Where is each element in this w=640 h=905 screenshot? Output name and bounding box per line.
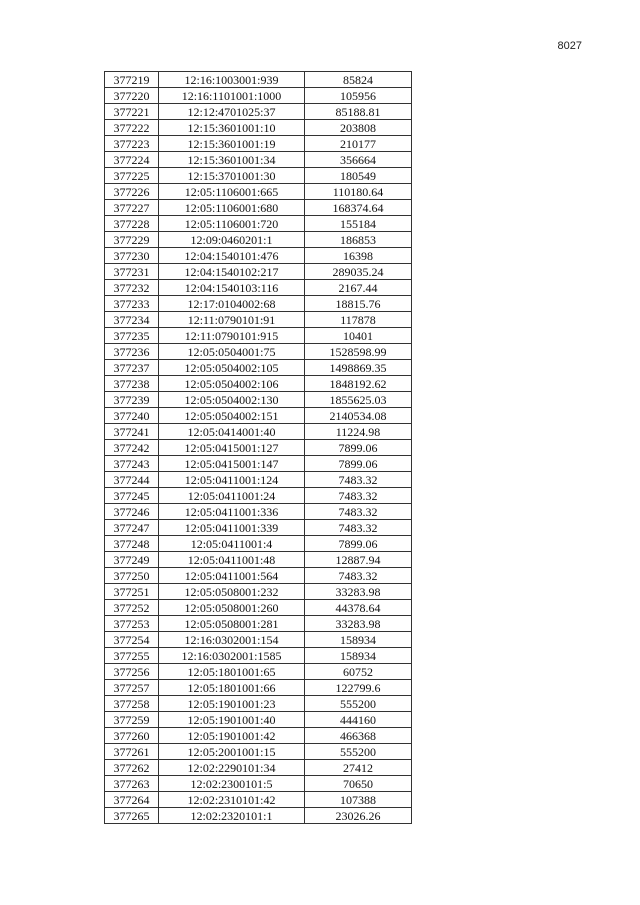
value-cell: 444160 bbox=[305, 712, 412, 728]
page-number: 8027 bbox=[557, 40, 582, 52]
table-row bbox=[105, 120, 412, 136]
cadastral-number-cell: 12:16:0302001:154 bbox=[159, 632, 305, 648]
value-cell: 85188.81 bbox=[305, 104, 412, 120]
value-cell: 7483.32 bbox=[305, 488, 412, 504]
table-row bbox=[105, 440, 412, 456]
table-row bbox=[105, 376, 412, 392]
table-row bbox=[105, 232, 412, 248]
value-cell: 7899.06 bbox=[305, 440, 412, 456]
value-cell: 158934 bbox=[305, 648, 412, 664]
table-row bbox=[105, 616, 412, 632]
cadastral-number-cell: 12:09:0460201:1 bbox=[159, 232, 305, 248]
value-cell: 7483.32 bbox=[305, 520, 412, 536]
value-cell: 11224.98 bbox=[305, 424, 412, 440]
record-id-cell: 377253 bbox=[105, 616, 159, 632]
record-id-cell: 377228 bbox=[105, 216, 159, 232]
table-row bbox=[105, 264, 412, 280]
cadastral-number-cell: 12:05:1106001:680 bbox=[159, 200, 305, 216]
cadastral-number-cell: 12:05:0508001:232 bbox=[159, 584, 305, 600]
record-id-cell: 377255 bbox=[105, 648, 159, 664]
cadastral-number-cell: 12:05:1106001:665 bbox=[159, 184, 305, 200]
record-id-cell: 377256 bbox=[105, 664, 159, 680]
record-id-cell: 377265 bbox=[105, 808, 159, 824]
table-row bbox=[105, 664, 412, 680]
cadastral-number-cell: 12:05:0504002:130 bbox=[159, 392, 305, 408]
record-id-cell: 377223 bbox=[105, 136, 159, 152]
value-cell: 210177 bbox=[305, 136, 412, 152]
value-cell: 117878 bbox=[305, 312, 412, 328]
cadastral-number-cell: 12:05:1801001:66 bbox=[159, 680, 305, 696]
value-cell: 60752 bbox=[305, 664, 412, 680]
table-row bbox=[105, 168, 412, 184]
table-row bbox=[105, 184, 412, 200]
value-cell: 155184 bbox=[305, 216, 412, 232]
value-cell: 2140534.08 bbox=[305, 408, 412, 424]
value-cell: 2167.44 bbox=[305, 280, 412, 296]
table-row bbox=[105, 344, 412, 360]
record-id-cell: 377258 bbox=[105, 696, 159, 712]
table-row bbox=[105, 712, 412, 728]
record-id-cell: 377262 bbox=[105, 760, 159, 776]
value-cell: 1848192.62 bbox=[305, 376, 412, 392]
record-id-cell: 377220 bbox=[105, 88, 159, 104]
value-cell: 33283.98 bbox=[305, 584, 412, 600]
table-row bbox=[105, 792, 412, 808]
record-id-cell: 377264 bbox=[105, 792, 159, 808]
value-cell: 18815.76 bbox=[305, 296, 412, 312]
record-id-cell: 377232 bbox=[105, 280, 159, 296]
table-row bbox=[105, 200, 412, 216]
table-row bbox=[105, 152, 412, 168]
table-row bbox=[105, 216, 412, 232]
value-cell: 7899.06 bbox=[305, 456, 412, 472]
table-row bbox=[105, 632, 412, 648]
record-id-cell: 377230 bbox=[105, 248, 159, 264]
record-id-cell: 377239 bbox=[105, 392, 159, 408]
value-cell: 7483.32 bbox=[305, 504, 412, 520]
value-cell: 1855625.03 bbox=[305, 392, 412, 408]
record-id-cell: 377222 bbox=[105, 120, 159, 136]
record-id-cell: 377224 bbox=[105, 152, 159, 168]
value-cell: 16398 bbox=[305, 248, 412, 264]
record-id-cell: 377240 bbox=[105, 408, 159, 424]
cadastral-number-cell: 12:05:1901001:23 bbox=[159, 696, 305, 712]
record-id-cell: 377246 bbox=[105, 504, 159, 520]
value-cell: 180549 bbox=[305, 168, 412, 184]
value-cell: 289035.24 bbox=[305, 264, 412, 280]
cadastral-number-cell: 12:05:0411001:4 bbox=[159, 536, 305, 552]
data-table bbox=[104, 71, 412, 824]
table-row bbox=[105, 136, 412, 152]
value-cell: 27412 bbox=[305, 760, 412, 776]
table-row bbox=[105, 600, 412, 616]
record-id-cell: 377237 bbox=[105, 360, 159, 376]
record-id-cell: 377242 bbox=[105, 440, 159, 456]
cadastral-number-cell: 12:05:0411001:24 bbox=[159, 488, 305, 504]
value-cell: 555200 bbox=[305, 744, 412, 760]
record-id-cell: 377260 bbox=[105, 728, 159, 744]
value-cell: 7899.06 bbox=[305, 536, 412, 552]
cadastral-number-cell: 12:05:0411001:48 bbox=[159, 552, 305, 568]
record-id-cell: 377249 bbox=[105, 552, 159, 568]
table-row bbox=[105, 248, 412, 264]
record-id-cell: 377225 bbox=[105, 168, 159, 184]
table-row bbox=[105, 760, 412, 776]
value-cell: 85824 bbox=[305, 72, 412, 88]
cadastral-number-cell: 12:05:0415001:147 bbox=[159, 456, 305, 472]
table-row bbox=[105, 312, 412, 328]
cadastral-number-cell: 12:16:0302001:1585 bbox=[159, 648, 305, 664]
value-cell: 555200 bbox=[305, 696, 412, 712]
value-cell: 158934 bbox=[305, 632, 412, 648]
record-id-cell: 377248 bbox=[105, 536, 159, 552]
record-id-cell: 377244 bbox=[105, 472, 159, 488]
value-cell: 23026.26 bbox=[305, 808, 412, 824]
record-id-cell: 377234 bbox=[105, 312, 159, 328]
record-id-cell: 377243 bbox=[105, 456, 159, 472]
table-row bbox=[105, 728, 412, 744]
record-id-cell: 377238 bbox=[105, 376, 159, 392]
value-cell: 356664 bbox=[305, 152, 412, 168]
table-row bbox=[105, 104, 412, 120]
table-row bbox=[105, 472, 412, 488]
record-id-cell: 377241 bbox=[105, 424, 159, 440]
record-id-cell: 377235 bbox=[105, 328, 159, 344]
cadastral-number-cell: 12:02:2320101:1 bbox=[159, 808, 305, 824]
table-row bbox=[105, 488, 412, 504]
table-body bbox=[105, 72, 412, 824]
table-row bbox=[105, 808, 412, 824]
cadastral-number-cell: 12:12:4701025:37 bbox=[159, 104, 305, 120]
record-id-cell: 377233 bbox=[105, 296, 159, 312]
cadastral-number-cell: 12:02:2300101:5 bbox=[159, 776, 305, 792]
cadastral-number-cell: 12:04:1540103:116 bbox=[159, 280, 305, 296]
record-id-cell: 377254 bbox=[105, 632, 159, 648]
cadastral-number-cell: 12:11:0790101:91 bbox=[159, 312, 305, 328]
table-row bbox=[105, 328, 412, 344]
record-id-cell: 377250 bbox=[105, 568, 159, 584]
value-cell: 33283.98 bbox=[305, 616, 412, 632]
table-row bbox=[105, 456, 412, 472]
value-cell: 110180.64 bbox=[305, 184, 412, 200]
table-row bbox=[105, 648, 412, 664]
table-row bbox=[105, 568, 412, 584]
cadastral-number-cell: 12:02:2310101:42 bbox=[159, 792, 305, 808]
cadastral-number-cell: 12:05:0411001:564 bbox=[159, 568, 305, 584]
value-cell: 466368 bbox=[305, 728, 412, 744]
cadastral-number-cell: 12:04:1540101:476 bbox=[159, 248, 305, 264]
record-id-cell: 377261 bbox=[105, 744, 159, 760]
cadastral-number-cell: 12:05:1801001:65 bbox=[159, 664, 305, 680]
table-row bbox=[105, 392, 412, 408]
record-id-cell: 377236 bbox=[105, 344, 159, 360]
table-row bbox=[105, 72, 412, 88]
cadastral-number-cell: 12:05:0411001:339 bbox=[159, 520, 305, 536]
table-row bbox=[105, 696, 412, 712]
table-row bbox=[105, 88, 412, 104]
value-cell: 122799.6 bbox=[305, 680, 412, 696]
record-id-cell: 377245 bbox=[105, 488, 159, 504]
cadastral-number-cell: 12:04:1540102:217 bbox=[159, 264, 305, 280]
record-id-cell: 377251 bbox=[105, 584, 159, 600]
cadastral-number-cell: 12:15:3701001:30 bbox=[159, 168, 305, 184]
value-cell: 203808 bbox=[305, 120, 412, 136]
record-id-cell: 377257 bbox=[105, 680, 159, 696]
value-cell: 44378.64 bbox=[305, 600, 412, 616]
record-id-cell: 377219 bbox=[105, 72, 159, 88]
cadastral-number-cell: 12:05:0504002:106 bbox=[159, 376, 305, 392]
value-cell: 7483.32 bbox=[305, 568, 412, 584]
cadastral-number-cell: 12:05:1901001:40 bbox=[159, 712, 305, 728]
table-row bbox=[105, 680, 412, 696]
record-id-cell: 377227 bbox=[105, 200, 159, 216]
value-cell: 10401 bbox=[305, 328, 412, 344]
table-row bbox=[105, 520, 412, 536]
cadastral-number-cell: 12:05:2001001:15 bbox=[159, 744, 305, 760]
cadastral-number-cell: 12:16:1101001:1000 bbox=[159, 88, 305, 104]
table-row bbox=[105, 280, 412, 296]
table-row bbox=[105, 584, 412, 600]
cadastral-number-cell: 12:05:0411001:124 bbox=[159, 472, 305, 488]
table-row bbox=[105, 536, 412, 552]
record-id-cell: 377221 bbox=[105, 104, 159, 120]
value-cell: 107388 bbox=[305, 792, 412, 808]
cadastral-number-cell: 12:02:2290101:34 bbox=[159, 760, 305, 776]
cadastral-number-cell: 12:11:0790101:915 bbox=[159, 328, 305, 344]
cadastral-number-cell: 12:05:0411001:336 bbox=[159, 504, 305, 520]
record-id-cell: 377263 bbox=[105, 776, 159, 792]
table-row bbox=[105, 552, 412, 568]
table-row bbox=[105, 424, 412, 440]
cadastral-number-cell: 12:15:3601001:10 bbox=[159, 120, 305, 136]
cadastral-number-cell: 12:05:0504002:105 bbox=[159, 360, 305, 376]
record-id-cell: 377226 bbox=[105, 184, 159, 200]
value-cell: 186853 bbox=[305, 232, 412, 248]
cadastral-number-cell: 12:05:0504001:75 bbox=[159, 344, 305, 360]
table-row bbox=[105, 504, 412, 520]
cadastral-number-cell: 12:05:0508001:260 bbox=[159, 600, 305, 616]
value-cell: 1528598.99 bbox=[305, 344, 412, 360]
cadastral-number-cell: 12:05:0414001:40 bbox=[159, 424, 305, 440]
record-id-cell: 377247 bbox=[105, 520, 159, 536]
table-row bbox=[105, 360, 412, 376]
record-id-cell: 377252 bbox=[105, 600, 159, 616]
cadastral-number-cell: 12:16:1003001:939 bbox=[159, 72, 305, 88]
table-row bbox=[105, 408, 412, 424]
record-id-cell: 377259 bbox=[105, 712, 159, 728]
cadastral-number-cell: 12:17:0104002:68 bbox=[159, 296, 305, 312]
value-cell: 7483.32 bbox=[305, 472, 412, 488]
cadastral-number-cell: 12:05:0504002:151 bbox=[159, 408, 305, 424]
cadastral-number-cell: 12:15:3601001:19 bbox=[159, 136, 305, 152]
table-row bbox=[105, 296, 412, 312]
value-cell: 12887.94 bbox=[305, 552, 412, 568]
cadastral-number-cell: 12:05:0508001:281 bbox=[159, 616, 305, 632]
value-cell: 1498869.35 bbox=[305, 360, 412, 376]
cadastral-number-cell: 12:15:3601001:34 bbox=[159, 152, 305, 168]
record-id-cell: 377231 bbox=[105, 264, 159, 280]
table-row bbox=[105, 776, 412, 792]
value-cell: 70650 bbox=[305, 776, 412, 792]
cadastral-number-cell: 12:05:0415001:127 bbox=[159, 440, 305, 456]
record-id-cell: 377229 bbox=[105, 232, 159, 248]
cadastral-number-cell: 12:05:1106001:720 bbox=[159, 216, 305, 232]
value-cell: 168374.64 bbox=[305, 200, 412, 216]
table-row bbox=[105, 744, 412, 760]
cadastral-number-cell: 12:05:1901001:42 bbox=[159, 728, 305, 744]
value-cell: 105956 bbox=[305, 88, 412, 104]
